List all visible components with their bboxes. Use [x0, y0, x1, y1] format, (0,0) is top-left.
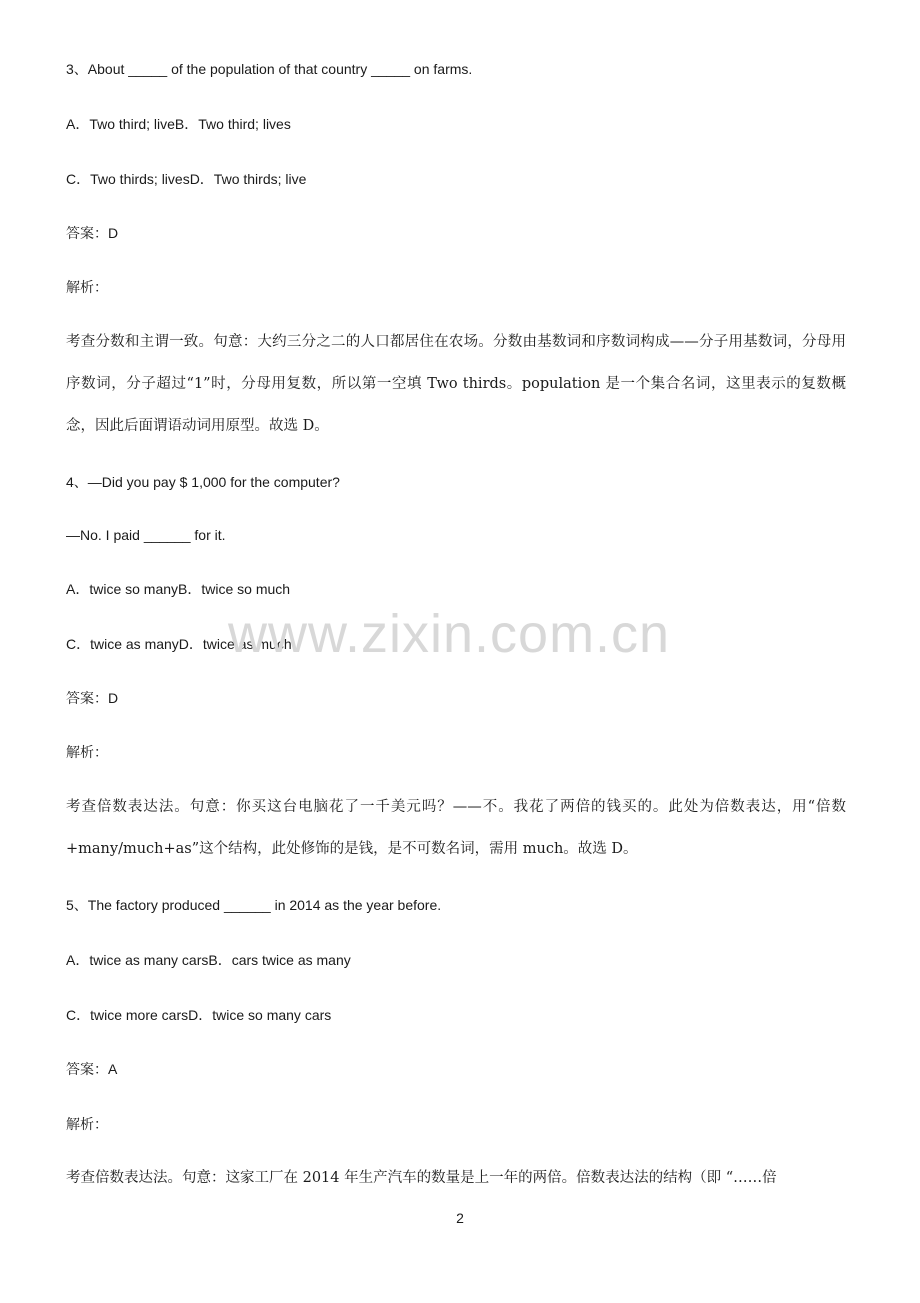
- question-5-stem: 5、The factory produced ______ in 2014 as the year before.: [66, 897, 442, 913]
- question-5-analysis: 考查倍数表达法。句意：这家工厂在 2014 年生产汽车的数量是上一年的两倍。倍数表达法的结构（即 “……倍: [66, 1170, 777, 1186]
- question-3-analysis-label: 解析：: [66, 279, 108, 295]
- question-4-stem-reply: —No. I paid ______ for it.: [66, 527, 226, 543]
- question-5-answer: 答案：A: [66, 1061, 118, 1077]
- question-4-stem: 4、—Did you pay $ 1,000 for the computer?: [66, 474, 340, 490]
- question-4-answer: 答案：D: [66, 690, 119, 706]
- question-5-options-ab: A．twice as many carsB．cars twice as many: [66, 952, 351, 968]
- watermark-text: www.zixin.com.cn: [228, 604, 671, 664]
- question-3-options-ab: A．Two third; liveB．Two third; lives: [66, 116, 291, 132]
- question-4-analysis: 考查倍数表达法。句意：你买这台电脑花了一千美元吗？——不。我花了两倍的钱买的。此处为倍数表达，用“倍数+many/much+as”这个结构，此处修饰的是钱，是不可数名词，需用 much。故选 D。: [66, 799, 846, 857]
- page-number: 2: [456, 1210, 464, 1226]
- question-5-options-cd: C．twice more carsD．twice so many cars: [66, 1007, 332, 1023]
- question-3-answer: 答案：D: [66, 225, 119, 241]
- question-3-analysis: 考查分数和主谓一致。句意：大约三分之二的人口都居住在农场。分数由基数词和序数词构成——分子用基数词，分母用序数词，分子超过“1”时，分母用复数，所以第一空填 Two thirds。population 是一个集合名词，这里表示的复数概念，因此后面谓语动词用原型。故选 D。: [66, 334, 846, 434]
- question-4-options-ab: A．twice so manyB．twice so much: [66, 581, 291, 597]
- question-4-analysis-label: 解析：: [66, 744, 108, 760]
- question-4-options-cd: C．twice as manyD．twice as much: [66, 636, 292, 652]
- question-3-options-cd: C．Two thirds; livesD．Two thirds; live: [66, 171, 307, 187]
- question-3-stem: 3、About _____ of the population of that country _____ on farms.: [66, 61, 473, 77]
- question-5-analysis-label: 解析：: [66, 1116, 108, 1132]
